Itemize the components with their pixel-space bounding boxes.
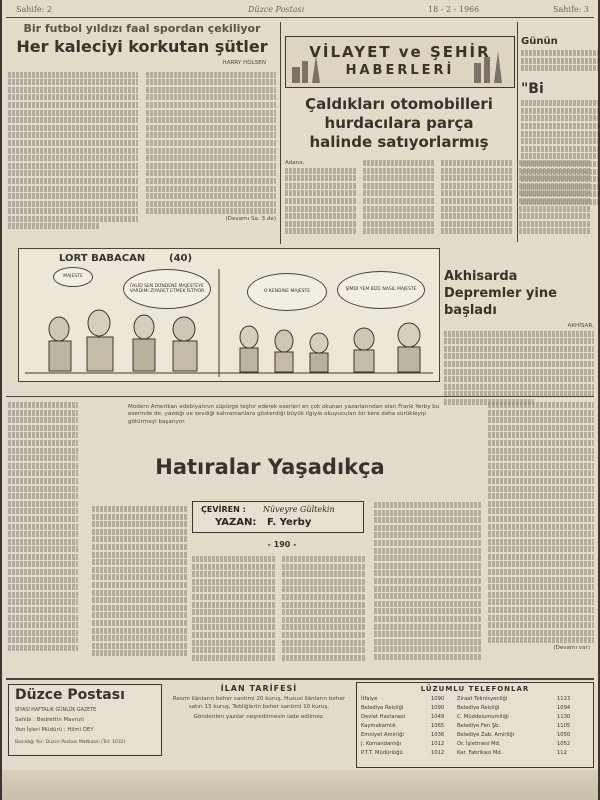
serial-end-note: (Devamı var) [553,645,590,651]
phone-row-right-number: 112 [557,750,567,756]
vilayet-banner [285,36,515,88]
serial-column-1 [92,506,187,658]
phone-row-left: Kaymakamlık [361,723,396,729]
comic-bubble-1: MAJESTE [53,267,93,287]
phone-row-left-number: 1049 [431,714,445,720]
phone-row-left-number: 1012 [431,750,445,756]
phone-row-left: J. Komandanlığı [361,741,402,747]
translator-label: ÇEVİREN : [201,505,246,514]
car-theft-title-line-1: Çaldıkları otomobilleri [305,95,493,113]
phone-row-right: Kar. Fabrikası Md. [457,750,503,756]
left-column-text [8,402,78,653]
comic-title: LORT BABACAN [59,253,146,264]
paper-name: Düzce Postası [248,5,305,14]
column-rule [280,22,281,244]
phone-row-left: Belediye Reisliği [361,705,404,711]
serial-intro: Modern Amerikan edebiyatının süpürge teşhir ederek eserleri en çok okunan yazarlarından olan Frank Yerby bu eserinde de, yazdığı ve sevdiği kahramanlara gösterdiği büyük ilgiyle okuyucuları bir kere daha sürükleyip götürmeyi başarıyor. [128,404,440,425]
phone-row [361,713,589,722]
ad-tariff [166,684,352,754]
comic-bubble-3: O KENDINE MAJESTE [247,273,327,311]
masthead-line-2: Sahibi : Bedrettin Mavruti [15,717,84,723]
phone-row-right-number: 1123 [557,696,571,702]
page-header [8,3,592,17]
car-theft-headline [285,95,513,152]
phone-row-left: İtfaiye [361,696,378,702]
phone-directory [356,682,594,768]
header-rule [6,17,594,18]
vilayet-banner-bottom: HABERLERİ [345,63,455,78]
phone-row-right: Ziraat Teknisyenliği [457,696,508,702]
football-title: Her kaleciyi korkutan şütler [16,37,268,56]
masthead-title: Düzce Postası [15,687,125,703]
football-article [8,22,276,231]
phone-row [361,704,589,713]
column-rule-right [517,22,518,242]
car-theft-title-line-3: halinde satıyorlarmış [309,133,489,151]
phone-row-left-number: 1090 [431,705,445,711]
phone-row-right: Belediye Reisliği [457,705,500,711]
serial-credits-box [192,501,364,533]
serial-column-4 [374,502,482,661]
phone-row-right-number: 1094 [557,705,571,711]
earthquake-dateline: AKHİSAR, [567,323,594,329]
newspaper-page [2,0,598,800]
phone-row-left-number: 1012 [431,741,445,747]
author-label: YAZAN: [215,517,257,528]
football-body [8,72,276,231]
football-signoff: (Devamı Sa. 3 de) [225,215,276,222]
masthead-box [8,684,162,756]
phone-row-left: Emniyet Amirliği [361,732,404,738]
phone-directory-title: LÜZUMLU TELEFONLAR [420,685,530,693]
serial-column-2 [192,556,276,662]
phone-row-left: P.T.T. Müdürlüğü [361,750,403,756]
comic-bubble-2: FALİD SEN DÜNDENE MAJESTEYE VARDIMI ZİYARET ETMEK İSTİYOR [123,269,211,309]
author-name: F. Yerby [267,517,312,528]
serial-episode: - 190 - [267,540,297,549]
phone-row [361,722,589,731]
issue-date: 18 - 2 - 1966 [428,5,480,14]
section-rule [6,396,594,397]
serial-column-5 [488,402,594,653]
football-byline: HARRY HOLSEN [222,60,266,66]
page-label: Sahife: 2 [16,5,52,14]
masthead-line-1: SİYASİ HAFTALIK GÜNLÜK GAZETE [15,708,97,713]
car-theft-title-line-2: hurdacılara parça [324,114,474,132]
phone-row-right-number: 1130 [557,714,571,720]
phone-rows [357,695,593,758]
side-fragment-top: Günün [521,36,558,47]
phone-row-right: Belediye Zab. Amirliği [457,732,515,738]
phone-row [361,695,589,704]
ad-tariff-title: İLAN TARİFESİ [220,684,298,693]
phone-row [361,731,589,740]
phone-row [361,749,589,758]
phone-row-right: C. Müddeiumumiliği [457,714,509,720]
comic-bubble-4: ŞİMDİ YEM BİZE NASIL MAJESTE [337,271,425,309]
masthead-line-3: Yazı İşleri Müdürü : Hilmi DEY [15,727,94,733]
side-fragment-mid: "Bi [521,81,544,98]
phone-row-right-number: 1050 [557,732,571,738]
phone-row-left: Devlet Hastanesi [361,714,406,720]
earthquake-title: Akhisarda Depremler yine başladı [444,269,557,318]
serial-title: Hatıralar Yaşadıkça [155,455,385,479]
car-theft-dateline: Adana, [285,160,305,166]
phone-row-right-number: 1052 [557,741,571,747]
comic-strip [18,248,440,382]
football-kicker: Bir futbol yıldızı faal spordan çekiliyor [23,22,261,35]
paper-bottom-edge [2,770,598,800]
ad-tariff-note: Gönderilen yazılar neşredilmesin iade edilmez. [193,714,325,721]
next-page-label: Sahife: 3 [553,5,589,14]
phone-row-left-number: 1065 [431,723,445,729]
phone-row-right: Or. İşletmesi Md. [457,741,501,747]
serial-column-3 [282,556,366,662]
translator-name: Nüveyre Gültekin [263,505,335,514]
phone-row-right: Belediye Fen Şb. [457,723,501,729]
footer-rule [6,678,594,680]
vilayet-banner-top: VİLAYET ve ŞEHİR [309,43,491,61]
masthead-line-4: Basıldığı Yer: Düzce Postası Matbaası (Tel: 1032) [15,740,126,745]
phone-row [361,740,589,749]
ad-tariff-body: Resmi ilânların beher santimi 20 kuruş, Hususi ilânların beher satırı 15 kuruş, Tebliğlerin beher santimi 10 kuruş. [172,696,346,710]
comic-number: (40) [169,253,193,264]
earthquake-article [444,268,594,407]
phone-row-left-number: 1090 [431,696,445,702]
right-column-fragment [521,36,598,207]
phone-row-right-number: 1105 [557,723,571,729]
phone-row-left-number: 1036 [431,732,445,738]
